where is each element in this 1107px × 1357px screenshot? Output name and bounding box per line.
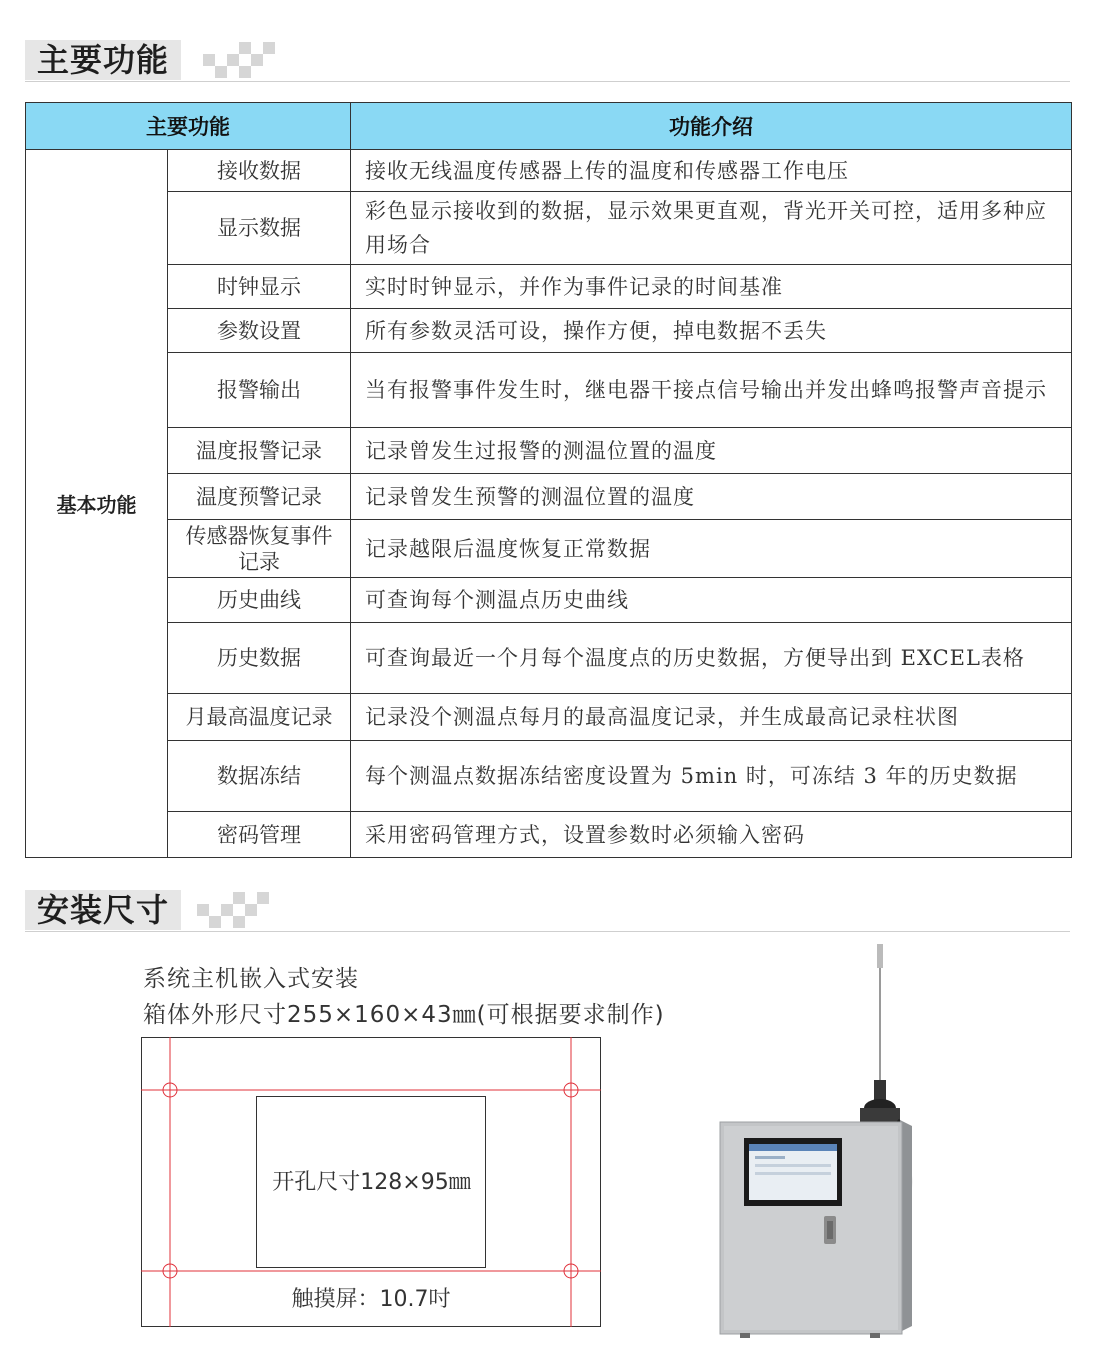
table-row: [26, 428, 1072, 474]
function-name: 显示数据: [168, 192, 351, 265]
checker-decoration: [197, 890, 269, 930]
header-main-function: 主要功能: [26, 103, 351, 150]
function-desc: 可查询最近一个月每个温度点的历史数据，方便导出到 EXCEL表格: [351, 623, 1072, 694]
function-desc: 所有参数灵活可设，操作方便，掉电数据不丢失: [351, 309, 1072, 353]
table-row: [26, 520, 1072, 578]
table-header-row: [26, 103, 1072, 150]
function-desc: 每个测温点数据冻结密度设置为 5min 时，可冻结 3 年的历史数据: [351, 741, 1072, 812]
cutout-size-label: 开孔尺寸128×95㎜: [272, 1170, 471, 1195]
table-row: [26, 150, 1072, 192]
table-row: [26, 578, 1072, 623]
checker-decoration: [203, 40, 275, 80]
function-name: 温度预警记录: [168, 474, 351, 520]
touchscreen-label: 触摸屏：10.7吋: [291, 1287, 451, 1312]
header-function-intro: 功能介绍: [351, 103, 1072, 150]
function-name: 历史曲线: [168, 578, 351, 623]
function-desc: 采用密码管理方式，设置参数时必须输入密码: [351, 812, 1072, 858]
table-row: [26, 694, 1072, 741]
install-description-line1: 系统主机嵌入式安装: [143, 966, 359, 992]
function-desc: 接收无线温度传感器上传的温度和传感器工作电压: [351, 150, 1072, 192]
function-desc: 实时时钟显示，并作为事件记录的时间基准: [351, 265, 1072, 309]
table-row: [26, 192, 1072, 265]
function-desc: 记录曾发生过报警的测温位置的温度: [351, 428, 1072, 474]
device-illustration: [700, 940, 940, 1340]
function-desc: 记录越限后温度恢复正常数据: [351, 520, 1072, 578]
table-row: [26, 741, 1072, 812]
function-name: 历史数据: [168, 623, 351, 694]
function-table: [25, 102, 1072, 858]
section-header-install: [25, 890, 1070, 932]
section-rule: [25, 931, 1070, 932]
function-name: 传感器恢复事件记录: [168, 520, 351, 578]
table-row: [26, 812, 1072, 858]
function-desc: 记录曾发生预警的测温位置的温度: [351, 474, 1072, 520]
function-name: 时钟显示: [168, 265, 351, 309]
function-name: 温度报警记录: [168, 428, 351, 474]
function-desc: 可查询每个测温点历史曲线: [351, 578, 1072, 623]
table-row: [26, 309, 1072, 353]
section-title-functions: 主要功能: [25, 40, 181, 80]
section-title-install: 安装尺寸: [25, 890, 181, 930]
table-row: [26, 353, 1072, 428]
function-name: 接收数据: [168, 150, 351, 192]
function-desc: 彩色显示接收到的数据，显示效果更直观，背光开关可控，适用多种应用场合: [351, 192, 1072, 265]
function-desc: 当有报警事件发生时，继电器干接点信号输出并发出蜂鸣报警声音提示: [351, 353, 1072, 428]
function-name: 数据冻结: [168, 741, 351, 812]
function-name: 密码管理: [168, 812, 351, 858]
section-header-functions: [25, 40, 1070, 82]
function-name: 月最高温度记录: [168, 694, 351, 741]
section-rule: [25, 81, 1070, 82]
table-row: [26, 623, 1072, 694]
category-basic-functions: 基本功能: [26, 150, 168, 858]
install-description-line2: 箱体外形尺寸255×160×43㎜(可根据要求制作): [143, 1002, 665, 1028]
table-row: [26, 474, 1072, 520]
function-desc: 记录没个测温点每月的最高温度记录，并生成最高记录柱状图: [351, 694, 1072, 741]
cutout-diagram: [141, 1037, 601, 1327]
table-row: [26, 265, 1072, 309]
function-name: 报警输出: [168, 353, 351, 428]
function-name: 参数设置: [168, 309, 351, 353]
